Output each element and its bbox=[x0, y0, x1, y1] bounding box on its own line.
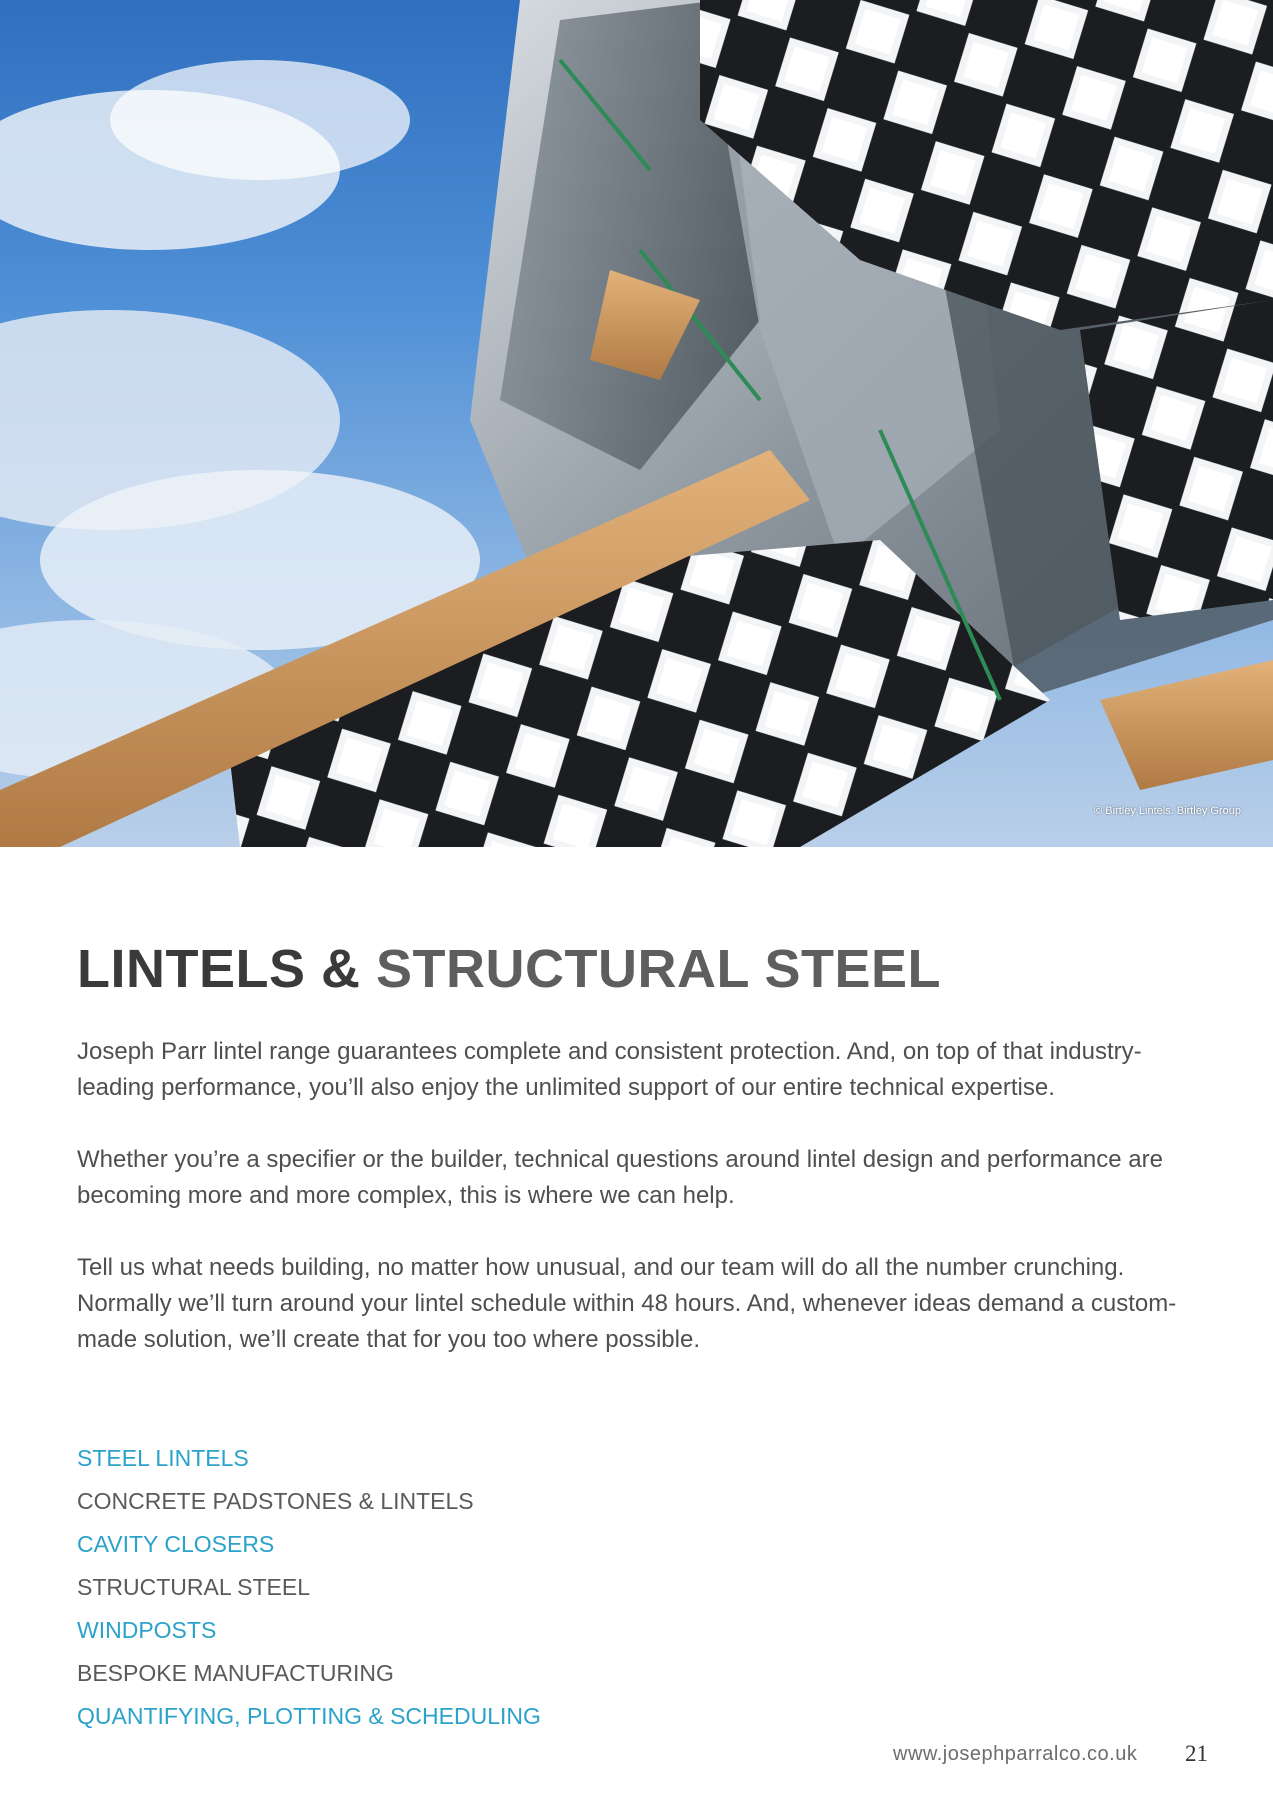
lintel-stack-illustration bbox=[0, 0, 1273, 847]
services-list bbox=[77, 1437, 541, 1738]
paragraph-3: Tell us what needs building, no matter how unusual, and our team will do all the number crunching. Normally we’ll turn around your lintel schedule within 48 hours. And, whenever ideas demand a custom-made solution, we’ll create that for you too where possible. bbox=[77, 1254, 1177, 1353]
title-part-lintels: LINTELS & bbox=[77, 939, 361, 999]
service-windposts[interactable]: WINDPOSTS bbox=[77, 1617, 217, 1643]
service-quantifying[interactable]: QUANTIFYING, PLOTTING & SCHEDULING bbox=[77, 1703, 541, 1729]
page-number: 21 bbox=[1185, 1741, 1208, 1766]
service-bespoke-manufacturing: BESPOKE MANUFACTURING bbox=[77, 1660, 394, 1686]
service-cavity-closers[interactable]: CAVITY CLOSERS bbox=[77, 1531, 275, 1557]
title-part-structural-steel: STRUCTURAL STEEL bbox=[376, 939, 942, 999]
paragraph-1: Joseph Parr lintel range guarantees complete and consistent protection. And, on top of that industry-leading performance, you’ll also enjoy the unlimited support of our entire technical expertise. bbox=[77, 1038, 1142, 1101]
service-structural-steel: STRUCTURAL STEEL bbox=[77, 1574, 311, 1600]
service-concrete-padstones: CONCRETE PADSTONES & LINTELS bbox=[77, 1488, 474, 1514]
footer-url[interactable]: www.josephparralco.co.uk bbox=[893, 1743, 1138, 1765]
paragraph-2: Whether you’re a specifier or the builder, technical questions around lintel design and performance are becoming more and more complex, this is where we can help. bbox=[77, 1146, 1163, 1209]
photo-credit: © Birtley Lintels. Birtley Group bbox=[1094, 805, 1241, 817]
service-steel-lintels[interactable]: STEEL LINTELS bbox=[77, 1445, 249, 1471]
hero-photo bbox=[0, 0, 1273, 847]
page-title bbox=[77, 938, 941, 1000]
intro-text bbox=[77, 1034, 1207, 1394]
